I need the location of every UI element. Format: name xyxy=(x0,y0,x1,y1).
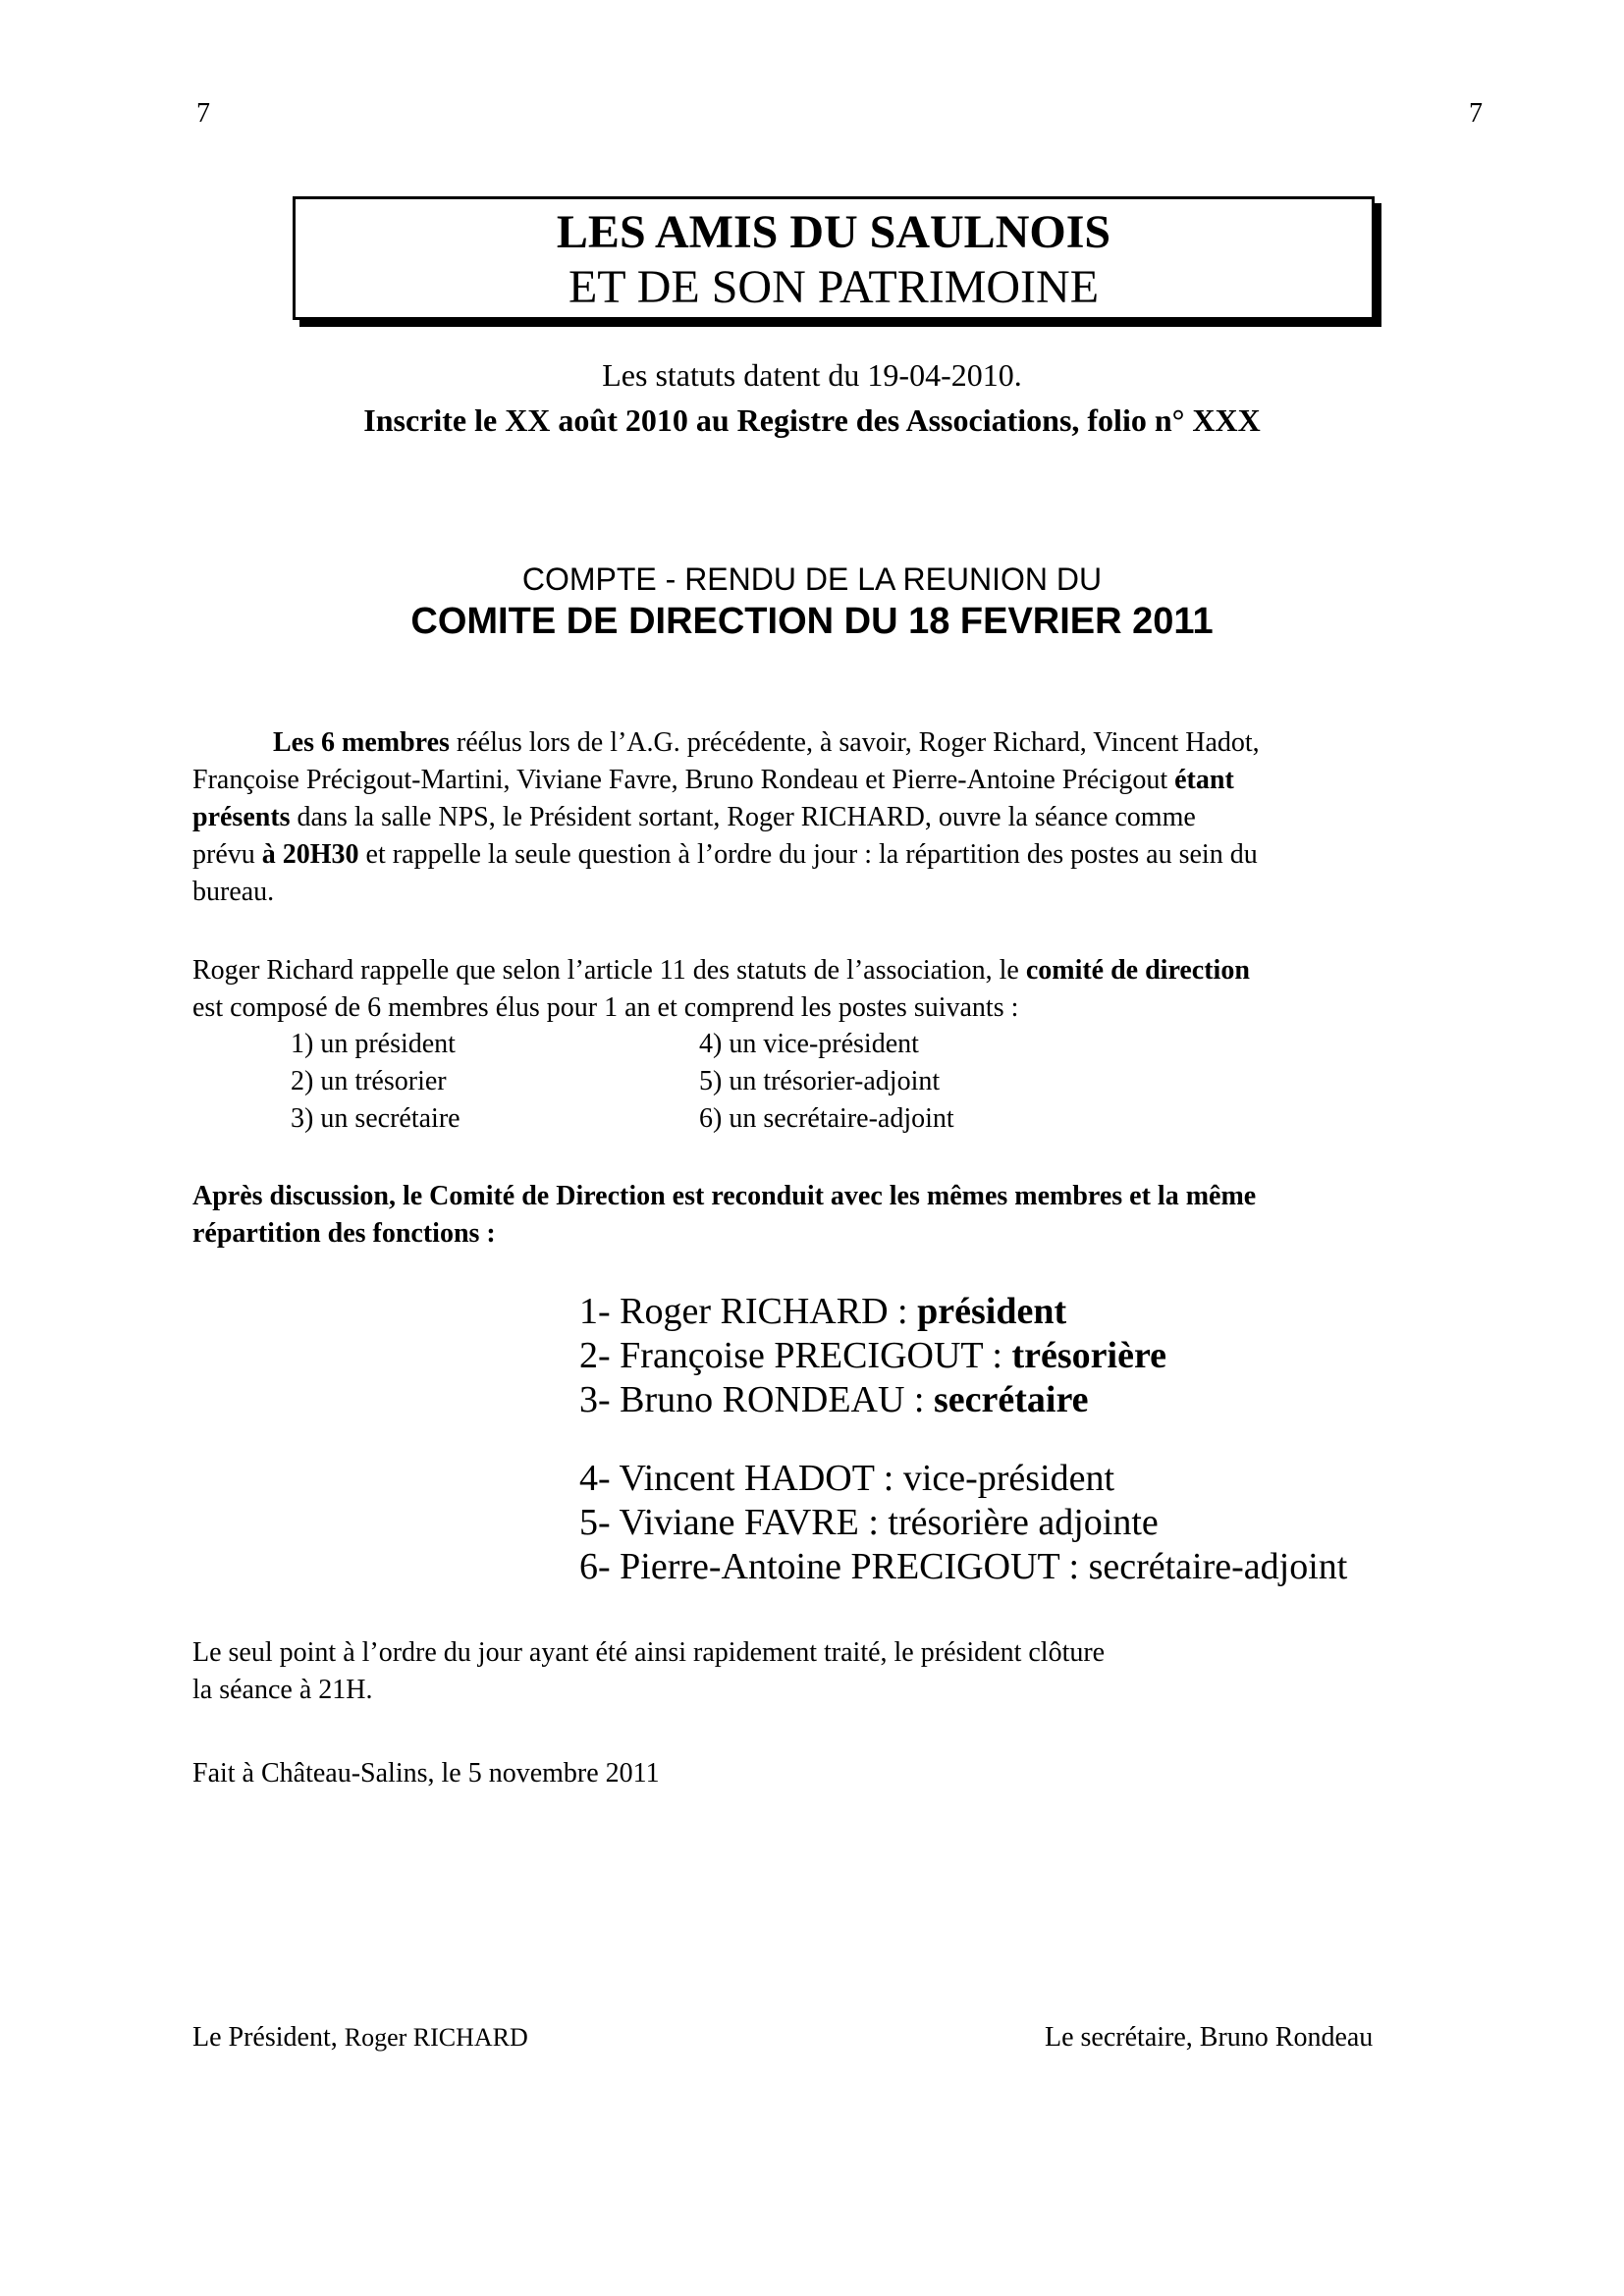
p2-text2: est composé de 6 membres élus pour 1 an et comprend les postes suivants : xyxy=(192,992,1019,1023)
signature-president xyxy=(192,2022,528,2054)
p1-text3: dans la salle NPS, le Président sortant, Roger RICHARD, ouvre la séance comme xyxy=(290,802,1196,832)
post-item: 1) un président xyxy=(291,1029,456,1059)
discussion-paragraph xyxy=(192,1178,1469,1253)
posts-right-column xyxy=(699,1026,954,1138)
post-item: 2) un trésorier xyxy=(291,1066,447,1096)
page-number-right: 7 xyxy=(1469,98,1483,129)
p1-bold-etant: étant xyxy=(1174,765,1234,795)
post-item: 6) un secrétaire-adjoint xyxy=(699,1103,954,1134)
closing-line1: Le seul point à l’ordre du jour ayant été ainsi rapidement traité, le président clôture xyxy=(192,1637,1106,1668)
posts-left-column xyxy=(291,1026,460,1138)
closing-line2: la séance à 21H. xyxy=(192,1675,373,1705)
paragraph-statutes xyxy=(192,952,1469,1027)
signature-secretary: Le secrétaire, Bruno Rondeau xyxy=(1045,2022,1374,2053)
report-title-line2: COMITE DE DIRECTION DU 18 FEVRIER 2011 xyxy=(410,601,1214,642)
post-item: 3) un secrétaire xyxy=(291,1103,460,1134)
p1-text6: bureau. xyxy=(192,877,275,907)
member-item: 1- Roger RICHARD : président xyxy=(579,1291,1067,1332)
member-item: 2- Françoise PRECIGOUT : trésorière xyxy=(579,1335,1167,1376)
member-item: 6- Pierre-Antoine PRECIGOUT : secrétaire-adjoint xyxy=(579,1546,1348,1587)
p1-bold-members: Les 6 membres xyxy=(273,727,450,758)
discussion-line1: Après discussion, le Comité de Direction est reconduit avec les mêmes membres et la même xyxy=(192,1181,1257,1211)
members-main-list xyxy=(579,1290,1166,1422)
p1-text1: réélus lors de l’A.G. précédente, à savoir, Roger Richard, Vincent Hadot, xyxy=(449,727,1260,758)
p1-bold-time: à 20H30 xyxy=(261,839,359,870)
paragraph-members xyxy=(192,724,1469,911)
member-item: 4- Vincent HADOT : vice-président xyxy=(579,1458,1115,1499)
association-title-line2: ET DE SON PATRIMOINE xyxy=(568,261,1100,313)
member-item: 5- Viviane FAVRE : trésorière adjointe xyxy=(579,1502,1159,1543)
association-title-line1: LES AMIS DU SAULNOIS xyxy=(556,206,1111,258)
post-item: 5) un trésorier-adjoint xyxy=(699,1066,941,1096)
registration-line: Inscrite le XX août 2010 au Registre des Associations, folio n° XXX xyxy=(363,402,1261,438)
statuts-date: Les statuts datent du 19-04-2010. xyxy=(602,357,1022,393)
report-title-line1: COMPTE - RENDU DE LA REUNION DU xyxy=(521,561,1103,597)
members-other-list xyxy=(579,1457,1347,1589)
p1-text2: Françoise Précigout-Martini, Viviane Favre, Bruno Rondeau et Pierre-Antoine Précigout xyxy=(192,765,1175,795)
p1-bold-presents: présents xyxy=(192,802,291,832)
discussion-line2: répartition des fonctions : xyxy=(192,1218,496,1249)
p1-text5: et rappelle la seule question à l’ordre du jour : la répartition des postes au sein du xyxy=(358,839,1258,870)
page-number-left: 7 xyxy=(196,98,210,129)
signature-president-label: Le Président, xyxy=(192,2022,345,2053)
place-date: Fait à Château-Salins, le 5 novembre 2011 xyxy=(192,1758,660,1789)
association-title-box xyxy=(293,196,1375,320)
closing-paragraph xyxy=(192,1634,1469,1709)
p1-text4: prévu xyxy=(192,839,262,870)
p2-bold-comite: comité de direction xyxy=(1025,955,1250,986)
signature-president-name: Roger RICHARD xyxy=(344,2023,528,2052)
post-item: 4) un vice-président xyxy=(699,1029,919,1059)
p2-text1: Roger Richard rappelle que selon l’article 11 des statuts de l’association, le xyxy=(192,955,1026,986)
member-item: 3- Bruno RONDEAU : secrétaire xyxy=(579,1379,1089,1420)
